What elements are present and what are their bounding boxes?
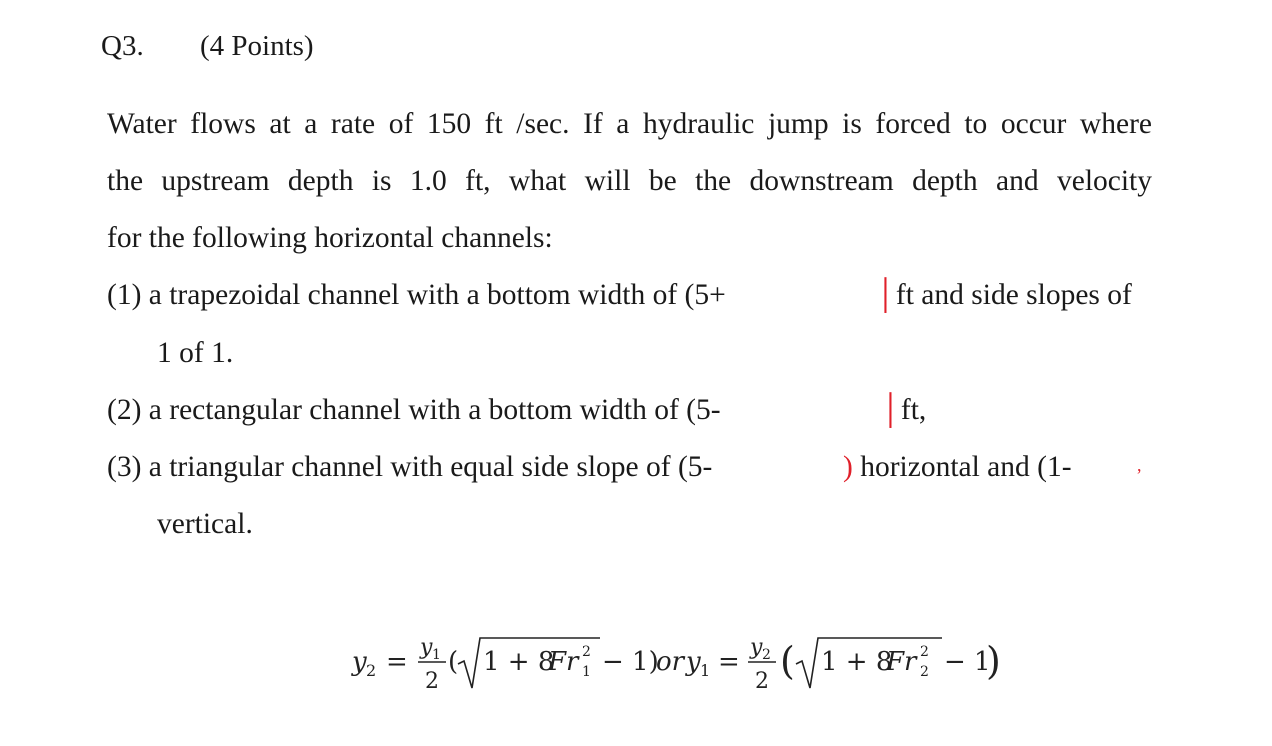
svg-text:y: y (352, 647, 367, 677)
svg-text:2: 2 (920, 644, 929, 660)
red-mark: │ (875, 279, 896, 311)
part2-line (107, 394, 1152, 427)
svg-text:2: 2 (582, 644, 591, 660)
red-mark: │ (880, 394, 901, 426)
svg-text:y: y (420, 635, 433, 660)
svg-text:2: 2 (762, 647, 771, 663)
svg-text:y: y (686, 647, 701, 677)
svg-text:(: ( (448, 647, 459, 677)
part2-lead: (2) a rectangular channel with a bottom width of (5- (107, 394, 721, 426)
svg-text:Fr: Fr (548, 647, 579, 677)
question-number: Q3. (101, 30, 144, 62)
svg-text:− 1): − 1) (602, 647, 659, 677)
svg-text:2: 2 (366, 661, 377, 680)
svg-text:2: 2 (755, 669, 769, 694)
part2-tail: │ft, (880, 394, 927, 426)
svg-text:Fr: Fr (886, 647, 917, 677)
hydraulic-jump-formula (352, 624, 1012, 704)
problem-line-3: for the following horizontal channels: (107, 222, 553, 254)
red-mark: ) (843, 451, 853, 483)
part1-continuation: 1 of 1. (157, 337, 234, 369)
svg-text:y: y (750, 635, 763, 660)
part3-line (107, 451, 1152, 484)
part3-continuation: vertical. (157, 508, 253, 540)
part1-tail: │ft and side slopes of (875, 279, 1132, 311)
part1-lead: (1) a trapezoidal channel with a bottom width of (5+ (107, 279, 726, 311)
svg-text:2: 2 (425, 669, 439, 694)
svg-text:1 + 8: 1 + 8 (483, 647, 555, 677)
formula-graphic (352, 624, 1012, 704)
svg-text:1: 1 (432, 647, 441, 663)
problem-line-1: Water flows at a rate of 150 ft /sec. If a hydraulic jump is forced to occur where (107, 108, 1152, 140)
svg-text:(: ( (780, 639, 795, 683)
problem-line-2: the upstream depth is 1.0 ft, what will be the downstream depth and velocity (107, 165, 1152, 197)
svg-text:− 1: − 1 (944, 647, 991, 677)
part3-lead: (3) a triangular channel with equal side slope of (5- (107, 451, 713, 483)
svg-text:=: = (386, 647, 408, 677)
svg-text:1: 1 (700, 661, 711, 680)
red-mark: , (1137, 455, 1142, 475)
svg-text:or: or (656, 647, 685, 677)
svg-text:1 + 8: 1 + 8 (821, 647, 893, 677)
svg-text:=: = (718, 647, 740, 677)
part1-line (107, 279, 1152, 312)
svg-text:1: 1 (582, 664, 591, 680)
part3-mid: ) horizontal and (1- (843, 451, 1072, 483)
question-points: (4 Points) (200, 30, 314, 62)
svg-text:): ) (986, 639, 1001, 683)
svg-text:2: 2 (920, 664, 929, 680)
